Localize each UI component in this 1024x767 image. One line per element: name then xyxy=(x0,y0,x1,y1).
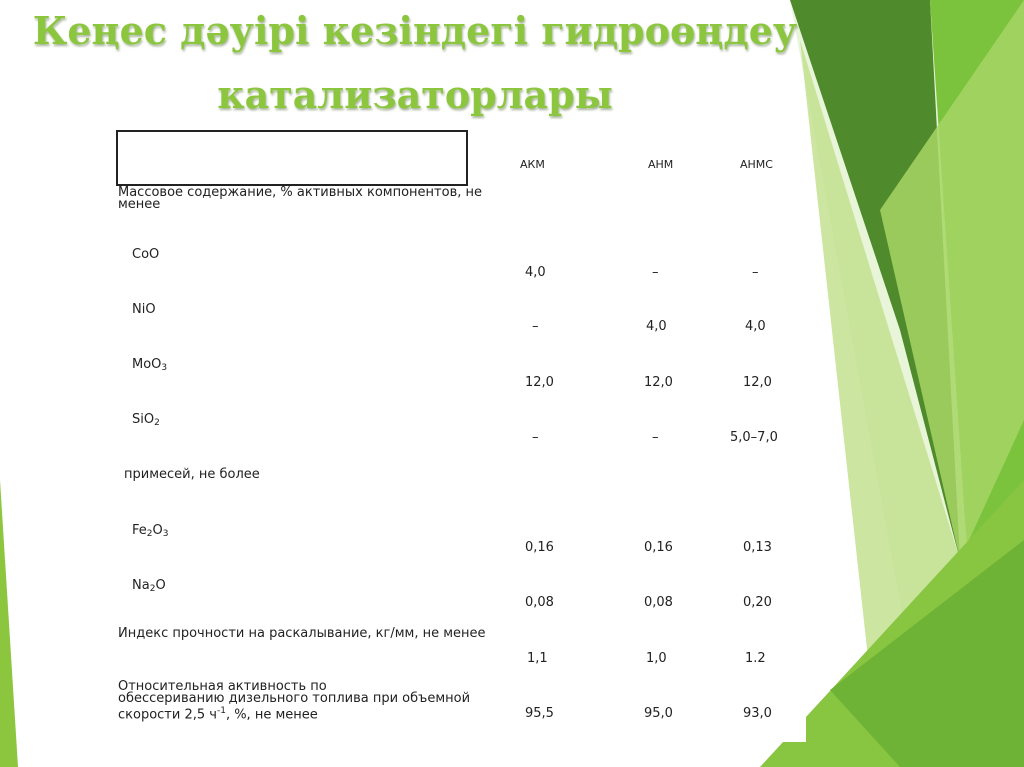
table-cell: – xyxy=(652,430,659,445)
table-cell: 4,0 xyxy=(745,319,766,334)
table-cell: – xyxy=(532,430,539,445)
row-label-cont: скорости 2,5 $ч^{-1}$, %, не менее xyxy=(118,706,318,723)
table-cell: 1,0 xyxy=(646,651,667,666)
slide-title-line-2: катализаторлары xyxy=(217,72,613,117)
table-cell: 1.2 xyxy=(745,651,766,666)
row-label: $Fe_2O_3$ xyxy=(132,523,169,539)
table-cell: 1,1 xyxy=(527,651,548,666)
table-cell: 0,08 xyxy=(525,595,554,610)
table-cell: 95,5 xyxy=(525,706,554,721)
slide-title-line-1: Кеңес дәуірі кезіндегі гидроөңдеу xyxy=(32,8,798,53)
table-cell: 0,16 xyxy=(644,540,673,555)
catalyst-table xyxy=(104,128,806,742)
table-cell: 4,0 xyxy=(525,265,546,280)
table-header-box xyxy=(116,130,468,186)
row-label: Относительная активность по xyxy=(118,679,327,694)
table-cell: 0,08 xyxy=(644,595,673,610)
row-label: Индекс прочности на раскалывание, кг/мм, не менее xyxy=(118,626,486,641)
column-header-anm: АНМ xyxy=(648,158,674,171)
row-label: примесей, не более xyxy=(124,467,260,482)
table-cell: – xyxy=(752,265,759,280)
row-label-cont: обессериванию дизельного топлива при объемной xyxy=(118,691,471,706)
row-label: $Na_2O$ xyxy=(132,578,166,594)
table-cell: 93,0 xyxy=(743,706,772,721)
row-label: CoO xyxy=(132,247,160,262)
table-cell: – xyxy=(652,265,659,280)
table-cell: 0,13 xyxy=(743,540,772,555)
row-label: NiO xyxy=(132,302,156,317)
row-label: Массовое содержание, % активных компонентов, не xyxy=(118,185,482,200)
table-cell: 0,16 xyxy=(525,540,554,555)
table-cell: 4,0 xyxy=(646,319,667,334)
row-label: SiO$_2$ xyxy=(132,412,160,428)
table-cell: 12,0 xyxy=(525,375,554,390)
row-label: MoO$_3$ xyxy=(132,357,168,373)
row-label-cont: менее xyxy=(118,197,161,212)
table-cell: 12,0 xyxy=(644,375,673,390)
table-cell: 95,0 xyxy=(644,706,673,721)
table-cell: 0,20 xyxy=(743,595,772,610)
table-cell: 12,0 xyxy=(743,375,772,390)
table-cell: 5,0–7,0 xyxy=(730,430,778,445)
column-header-akm: АКМ xyxy=(520,158,545,171)
column-header-anms: АНМС xyxy=(740,158,773,171)
table-cell: – xyxy=(532,319,539,334)
